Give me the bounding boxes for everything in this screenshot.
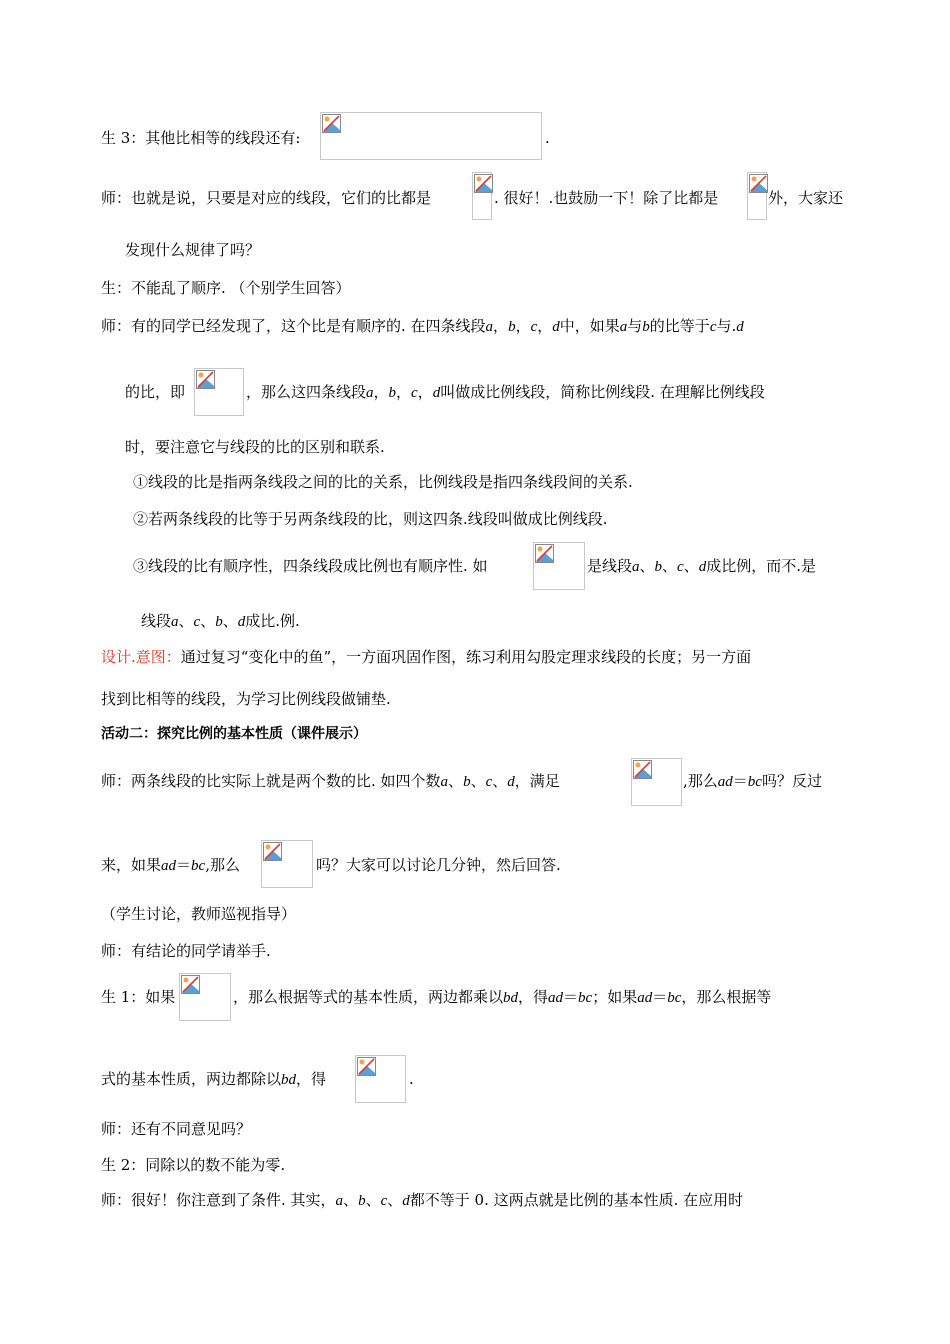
- formula-image: [355, 1055, 406, 1103]
- sep: ，: [537, 317, 553, 335]
- line-student3: [101, 128, 300, 148]
- text: 的比，即: [125, 383, 186, 401]
- text: ，满足: [514, 772, 560, 790]
- var: a: [171, 614, 179, 630]
- design-intent-continuation: [101, 689, 391, 709]
- text-segment: [768, 188, 843, 208]
- design-intent-label: 设计.意图：: [101, 648, 181, 666]
- broken-image-icon: [535, 544, 555, 564]
- sep: ，: [373, 383, 389, 401]
- line-student: [101, 278, 351, 298]
- text: 生 3：其他比相等的线段还有:: [101, 129, 301, 147]
- var: d: [698, 559, 707, 575]
- sep: 、: [492, 772, 508, 790]
- text: ，得: [518, 988, 549, 1006]
- stage-direction: [101, 904, 296, 924]
- text: ＝: [563, 988, 579, 1006]
- text: 与: [627, 317, 643, 335]
- list-item-3-continuation: [141, 611, 300, 632]
- text: ＝: [732, 772, 748, 790]
- text: ；如果: [592, 988, 638, 1006]
- text: ,那么: [205, 856, 240, 874]
- sep: 、: [683, 557, 699, 575]
- sep: ，: [493, 317, 509, 335]
- var: d: [507, 774, 515, 790]
- text: 吗？反过: [761, 772, 822, 790]
- sep: 、: [200, 612, 216, 630]
- text: 成比.例.: [245, 612, 300, 630]
- formula-image: [179, 973, 231, 1021]
- text: 外，大家还: [768, 189, 844, 207]
- var: a: [632, 559, 640, 575]
- var: bc: [747, 774, 762, 790]
- var: a: [485, 319, 494, 335]
- text: .: [409, 1070, 414, 1088]
- line-teacher-definition: [101, 316, 744, 337]
- var: c: [709, 319, 717, 335]
- var: d: [402, 1193, 410, 1209]
- text: 线段: [141, 612, 172, 630]
- text: ①线段的比是指两条线段之间的比的关系，比例线段是指四条线段间的关系.: [133, 473, 633, 491]
- text: 发现什么规律了吗？: [125, 241, 261, 259]
- broken-image-icon: [474, 174, 494, 194]
- text: 师：也就是说，只要是对应的线段，它们的比都是: [101, 189, 432, 207]
- text: 师：有结论的同学请举手.: [101, 942, 271, 960]
- formula-image: [194, 368, 244, 416]
- var: b: [508, 319, 516, 335]
- text: 生 1：如果: [101, 988, 176, 1006]
- text: ＝: [176, 856, 192, 874]
- text-segment: [683, 771, 822, 792]
- text: ＝: [652, 988, 668, 1006]
- text: ，那么根据等: [681, 988, 772, 1006]
- line-student2: [101, 1155, 285, 1175]
- text: 都不等于 0. 这两点就是比例的基本性质. 在应用时: [409, 1191, 744, 1209]
- var: c: [411, 385, 418, 401]
- text-segment: [246, 382, 765, 403]
- sep: 、: [343, 1191, 359, 1209]
- line-continuation: [125, 240, 260, 260]
- var: b: [215, 614, 223, 630]
- text: 通过复习“变化中的鱼”，一方面巩固作图，练习利用勾股定理求线段的长度；另一方面: [180, 648, 752, 666]
- list-item-1: [133, 472, 633, 492]
- formula-image: [320, 112, 542, 160]
- text: 来，如果: [101, 856, 162, 874]
- sep: 、: [662, 557, 678, 575]
- sep: 、: [470, 772, 486, 790]
- line-teacher: [101, 1119, 251, 1139]
- sep: 、: [365, 1191, 381, 1209]
- line-student1: [101, 987, 175, 1007]
- text: . 很好！.也鼓励一下！除了比都是: [494, 189, 719, 207]
- list-item-3: [133, 556, 488, 576]
- broken-image-icon: [196, 370, 216, 390]
- text-segment: [316, 855, 561, 875]
- section-heading: [101, 724, 367, 744]
- broken-image-icon: [263, 842, 283, 862]
- var: b: [358, 1193, 366, 1209]
- broken-image-icon: [357, 1057, 377, 1077]
- broken-image-icon: [633, 760, 653, 780]
- text: 师：很好！你注意到了条件. 其实，: [101, 1191, 336, 1209]
- var: bd: [281, 1072, 297, 1088]
- design-intent: [101, 647, 751, 667]
- sep: 、: [178, 612, 194, 630]
- formula-image: [533, 542, 585, 590]
- var: c: [485, 774, 493, 790]
- line-teacher: [101, 1190, 743, 1211]
- text: ③线段的比有顺序性，四条线段成比例也有顺序性. 如: [133, 557, 488, 575]
- text: 师：还有不同意见吗？: [101, 1120, 252, 1138]
- text: ②若两条线段的比等于另两条线段的比，则这四条.线段叫做成比例线段.: [133, 510, 608, 528]
- line-continuation: [101, 1069, 326, 1090]
- var: d: [736, 319, 744, 335]
- var: b: [642, 319, 650, 335]
- text: 时，要注意它与线段的比的区别和联系.: [125, 438, 385, 456]
- sep: ，: [396, 383, 412, 401]
- text: 的比等于: [649, 317, 710, 335]
- text: 叫做成比例线段，简称比例线段. 在理解比例线段: [440, 383, 765, 401]
- sep: ，: [515, 317, 531, 335]
- sep: 、: [387, 1191, 403, 1209]
- sep: 、: [639, 557, 655, 575]
- text: 师：有的同学已经发现了，这个比是有顺序的. 在四条线段: [101, 317, 486, 335]
- sep: 、: [448, 772, 464, 790]
- text: 是线段: [587, 557, 633, 575]
- text: ,那么: [683, 772, 718, 790]
- var: d: [432, 385, 441, 401]
- var: a: [440, 774, 449, 790]
- text: 与.: [716, 317, 737, 335]
- broken-image-icon: [322, 114, 342, 134]
- line-continuation: [101, 855, 240, 876]
- broken-image-icon: [749, 174, 769, 194]
- var: ad: [717, 774, 733, 790]
- var: a: [366, 385, 374, 401]
- text: ，那么这四条线段: [246, 383, 367, 401]
- sep: ，: [417, 383, 433, 401]
- text-segment: [233, 987, 771, 1008]
- var: bc: [667, 990, 682, 1006]
- var: ad: [548, 990, 564, 1006]
- formula-image: [631, 758, 682, 806]
- text: 生 2：同除以的数不能为零.: [101, 1156, 286, 1174]
- text: 式的基本性质，两边都除以: [101, 1070, 282, 1088]
- text: 中，如果: [559, 317, 620, 335]
- var: b: [463, 774, 471, 790]
- var: d: [552, 319, 560, 335]
- period: [545, 128, 550, 148]
- var: ad: [637, 990, 653, 1006]
- var: bc: [578, 990, 593, 1006]
- text-segment: [587, 556, 816, 577]
- text: 活动二：探究比例的基本性质（课件展示）: [101, 726, 367, 742]
- formula-image: [747, 172, 767, 220]
- var: c: [193, 614, 201, 630]
- var: bc: [191, 858, 206, 874]
- period: [409, 1069, 414, 1089]
- var: b: [388, 385, 397, 401]
- sep: 、: [222, 612, 238, 630]
- var: ad: [161, 858, 177, 874]
- text: 成比例，而不.是: [706, 557, 817, 575]
- text-segment: [494, 188, 718, 208]
- var: a: [335, 1193, 344, 1209]
- formula-image: [261, 840, 313, 888]
- line-continuation: [125, 437, 385, 457]
- var: c: [677, 559, 684, 575]
- var: c: [530, 319, 538, 335]
- text: ，那么根据等式的基本性质，两边都乘以: [233, 988, 504, 1006]
- var: bd: [503, 990, 519, 1006]
- text: （学生讨论，教师巡视指导）: [101, 905, 297, 923]
- var: d: [237, 614, 246, 630]
- text: 找到比相等的线段，为学习比例线段做铺垫.: [101, 690, 391, 708]
- broken-image-icon: [181, 975, 201, 995]
- line-teacher: [101, 771, 560, 792]
- text: ，得: [296, 1070, 327, 1088]
- var: c: [380, 1193, 388, 1209]
- text: .: [545, 129, 550, 147]
- line-continuation: [125, 382, 185, 402]
- list-item-2: [133, 509, 608, 529]
- line-teacher: [101, 188, 431, 208]
- line-teacher: [101, 941, 271, 961]
- text: 吗？大家可以讨论几分钟，然后回答.: [316, 856, 561, 874]
- var: b: [654, 559, 663, 575]
- text: 师：两条线段的比实际上就是两个数的比. 如四个数: [101, 772, 441, 790]
- text: 生：不能乱了顺序. （个别学生回答）: [101, 279, 351, 297]
- var: a: [619, 319, 628, 335]
- formula-image: [472, 172, 492, 220]
